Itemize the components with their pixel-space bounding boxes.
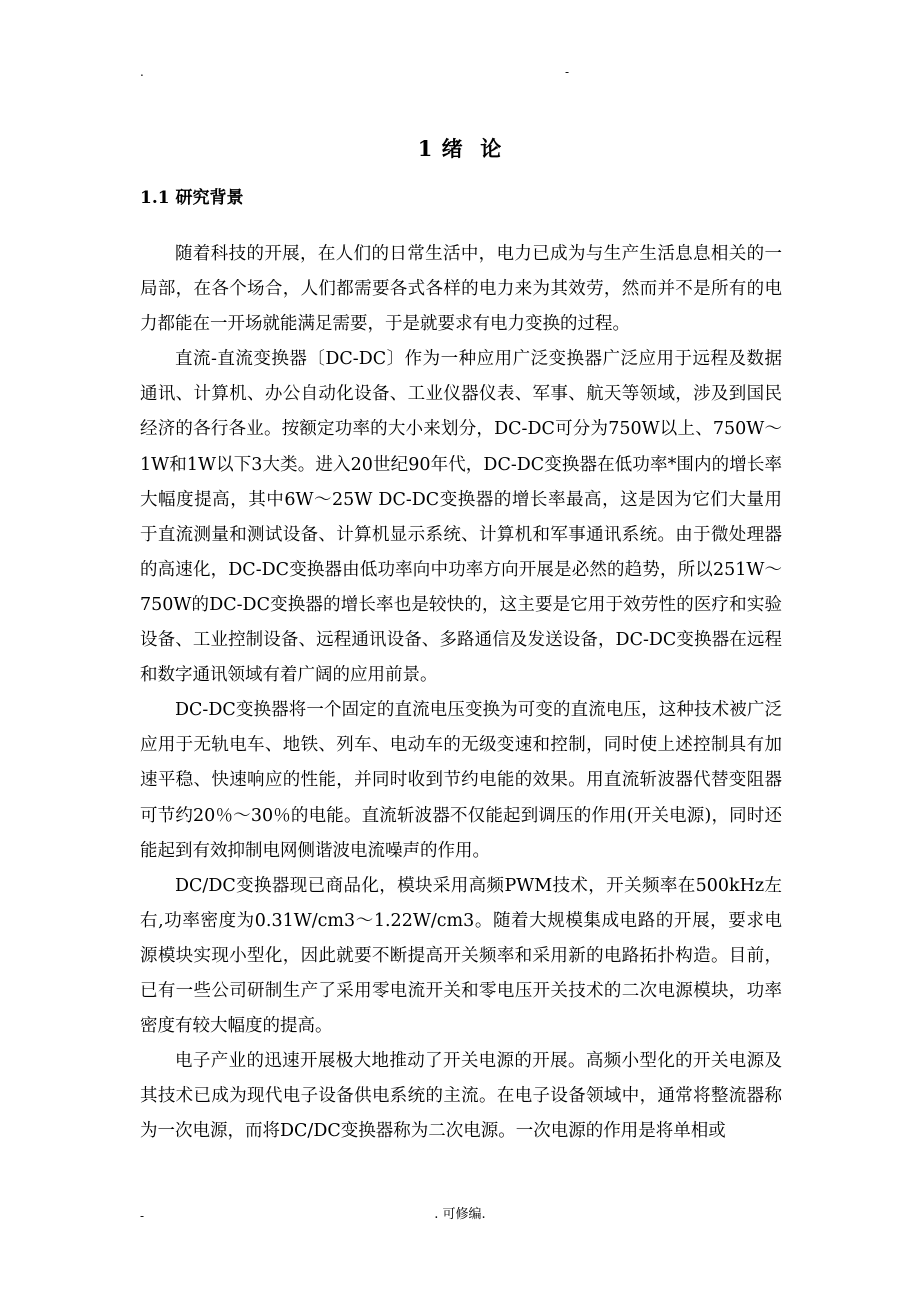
paragraph-3: DC-DC变换器将一个固定的直流电压变换为可变的直流电压，这种技术被广泛应用于无轨电车、地铁、列车、电动车的无级变速和控制，同时使上述控制具有加速平稳、快速响应的性能，并同时收到节约电能的效果。用直流斩波器代替变阻器可节约20％～30％的电能。直流斩波器不仅能起到调压的作用(开关电源)，同时还能起到有效抑制电网侧谐波电流噪声的作用。	[140, 700, 782, 861]
footer-center-text: . 可修编.	[434, 1207, 486, 1222]
header-left-mark: .	[140, 65, 144, 79]
paragraph-2: 直流-直流变换器〔DC-DC〕作为一种应用广泛变换器广泛应用于远程及数据通讯、计算机、办公自动化设备、工业仪器仪表、军事、航天等领域，涉及到国民经济的各行各业。按额定功率的大小来划分，DC-DC可分为750W以上、750W～1W和1W以下3大类。进入20世纪90年代，DC-DC变换器在低功率*围内的增长率大幅度提高，其中6W～25W DC-DC变换器的增长率最高，这是因为它们大量用于直流测量和测试设备、计算机显示系统、计算机和军事通讯系统。由于微处理器的高速化，DC-DC变换器由低功率向中功率方向开展是必然的趋势，所以251W～750W的DC-DC变换器的增长率也是较快的，这主要是它用于效劳性的医疗和实验设备、工业控制设备、远程通讯设备、多路通信及发送设备，DC-DC变换器在远程和数字通讯领域有着广阔的应用前景。	[140, 349, 782, 686]
chapter-title: 1 绪 论	[417, 136, 503, 161]
paragraph-1: 随着科技的开展，在人们的日常生活中，电力已成为与生产生活息息相关的一局部，在各个场合，人们都需要各式各样的电力来为其效劳，然而并不是所有的电力都能在一开场就能满足需要，于是就要求有电力变换的过程。	[140, 244, 782, 335]
header-right-mark: -	[565, 65, 570, 79]
paragraph-5: 电子产业的迅速开展极大地推动了开关电源的开展。高频小型化的开关电源及其技术已成为现代电子设备供电系统的主流。在电子设备领域中，通常将整流器称为一次电源，而将DC/DC变换器称为二次电源。一次电源的作用是将单相或	[140, 1051, 782, 1142]
paragraph-4: DC/DC变换器现已商品化，模块采用高频PWM技术，开关频率在500kHz左右,功率密度为0.31W/cm3～1.22W/cm3。随着大规模集成电路的开展，要求电源模块实现小型化，因此就要不断提高开关频率和采用新的电路拓扑构造。目前，已有一些公司研制生产了采用零电流开关和零电压开关技术的二次电源模块，功率密度有较大幅度的提高。	[140, 875, 782, 1037]
section-title: 1.1 研究背景	[140, 188, 244, 208]
footer-left-mark: -	[140, 1209, 145, 1223]
body-text	[140, 237, 782, 1149]
